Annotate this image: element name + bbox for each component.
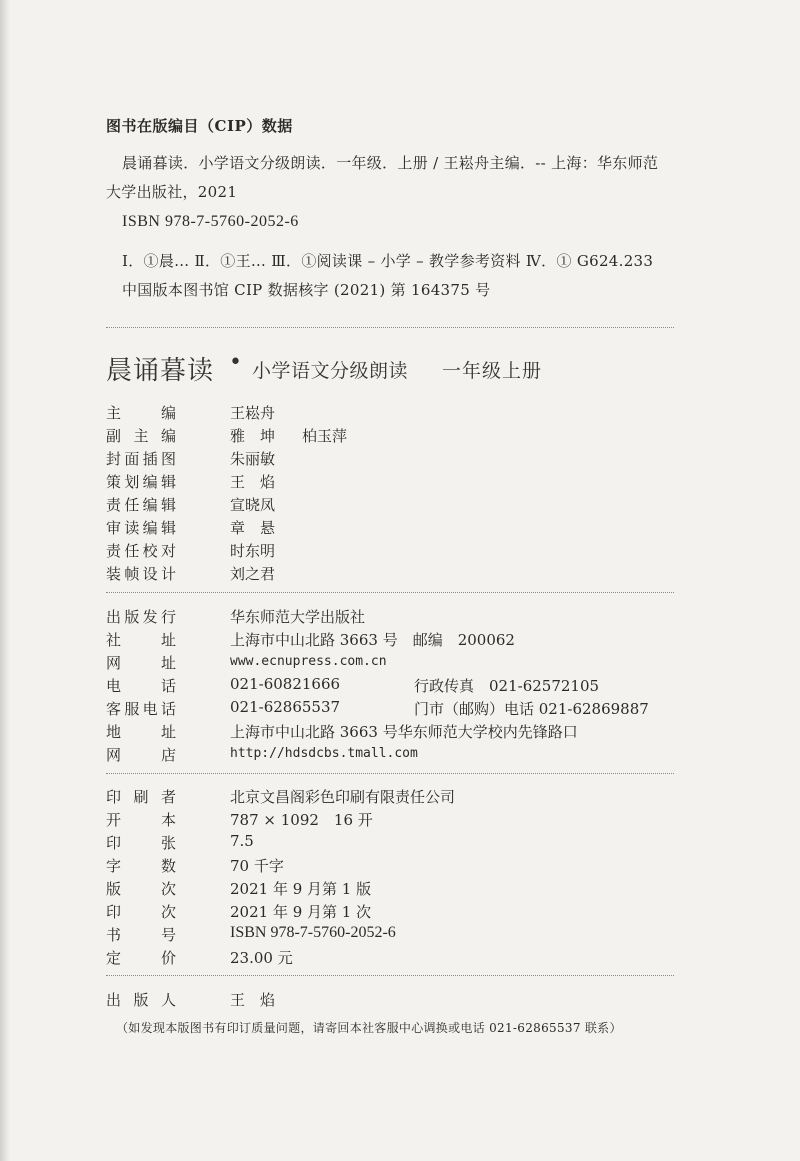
divider [106,773,674,774]
book-subtitle: 小学语文分级朗读 [252,360,409,382]
row-label: 印 次 [106,903,176,921]
divider [106,327,674,328]
row-value: 王崧舟 [230,404,276,422]
row-value: 上海市中山北路 3663 号 邮编 200062 [230,631,515,649]
row-value: 021-60821666 [230,675,341,693]
book-title: 晨诵暮读 [106,356,215,386]
row-label: 书 号 [106,926,176,944]
row-label: 社 址 [106,631,176,649]
row-value: 上海市中山北路 3663 号华东师范大学校内先锋路口 [230,723,578,741]
row-value: 雅 坤 [230,427,276,445]
row-value: 北京文昌阁彩色印刷有限责任公司 [230,788,456,806]
row-value: 787 × 1092 16 开 [230,811,373,829]
cip-description-line2: 大学出版社，2021 [106,183,238,201]
title-separator: • [229,350,242,375]
row-value: 刘之君 [230,565,276,583]
row-value: 王 焰 [230,473,276,491]
row-value: 朱丽敏 [230,450,276,468]
row-label: 版 次 [106,880,176,898]
row-value: 2021 年 9 月第 1 次 [230,903,372,921]
quality-footnote: （如发现本版图书有印订质量问题，请寄回本社客服中心调换或电话 021-62865537 联系） [116,1021,622,1035]
row-label: 定 价 [106,949,176,967]
divider [106,975,674,976]
row-value-secondary: 行政传真 021-62572105 [414,677,600,695]
row-label: 出 版 发 行 [106,608,176,626]
row-label: 责 任 校 对 [106,542,176,560]
row-value: 2021 年 9 月第 1 版 [230,880,372,898]
row-value: 时东明 [230,542,276,560]
row-label: 责 任 编 辑 [106,496,176,514]
row-value: 021-62865537 [230,698,341,716]
cip-isbn: ISBN 978-7-5760-2052-6 [122,213,299,230]
row-label: 客 服 电 话 [106,700,176,718]
row-value: 华东师范大学出版社 [230,608,366,626]
row-label: 出 版 人 [106,991,176,1009]
cip-classification: Ⅰ．①晨… Ⅱ．①王… Ⅲ．①阅读课 – 小学 – 教学参考资料 Ⅳ．① G624.233 [122,252,654,270]
cip-heading: 图书在版编目（CIP）数据 [106,117,293,135]
row-label: 封 面 插 图 [106,450,176,468]
row-value: 7.5 [230,832,254,850]
row-value-secondary: 门市（邮购）电话 021-62869887 [414,700,649,718]
divider [106,592,674,593]
row-label: 电 话 [106,677,176,695]
row-label: 印 张 [106,834,176,852]
row-label: 主 编 [106,404,176,422]
row-label: 策 划 编 辑 [106,473,176,491]
row-label: 装 帧 设 计 [106,565,176,583]
book-grade: 一年级上册 [442,360,543,382]
online-store-link: http://hdsdcbs.tmall.com [230,746,418,761]
row-value: ISBN 978-7-5760-2052-6 [230,924,396,941]
website-link: www.ecnupress.com.cn [230,654,387,669]
row-label: 开 本 [106,811,176,829]
row-label: 网 址 [106,654,176,672]
row-value: 王 焰 [230,991,276,1009]
row-value: 章 悬 [230,519,276,537]
row-label: 字 数 [106,857,176,875]
row-value-secondary: 柏玉萍 [302,427,348,445]
cip-description-line1: 晨诵暮读．小学语文分级朗读．一年级．上册 / 王崧舟主编．-- 上海：华东师范 [122,154,659,172]
row-label: 地 址 [106,723,176,741]
row-value: 23.00 元 [230,949,293,967]
row-value: 70 千字 [230,857,284,875]
row-value: 宣晓凤 [230,496,276,514]
cip-core-number: 中国版本图书馆 CIP 数据核字 (2021) 第 164375 号 [122,281,491,299]
row-label: 网 店 [106,746,176,764]
row-label: 印 刷 者 [106,788,176,806]
row-label: 审 读 编 辑 [106,519,176,537]
row-label: 副 主 编 [106,427,176,445]
